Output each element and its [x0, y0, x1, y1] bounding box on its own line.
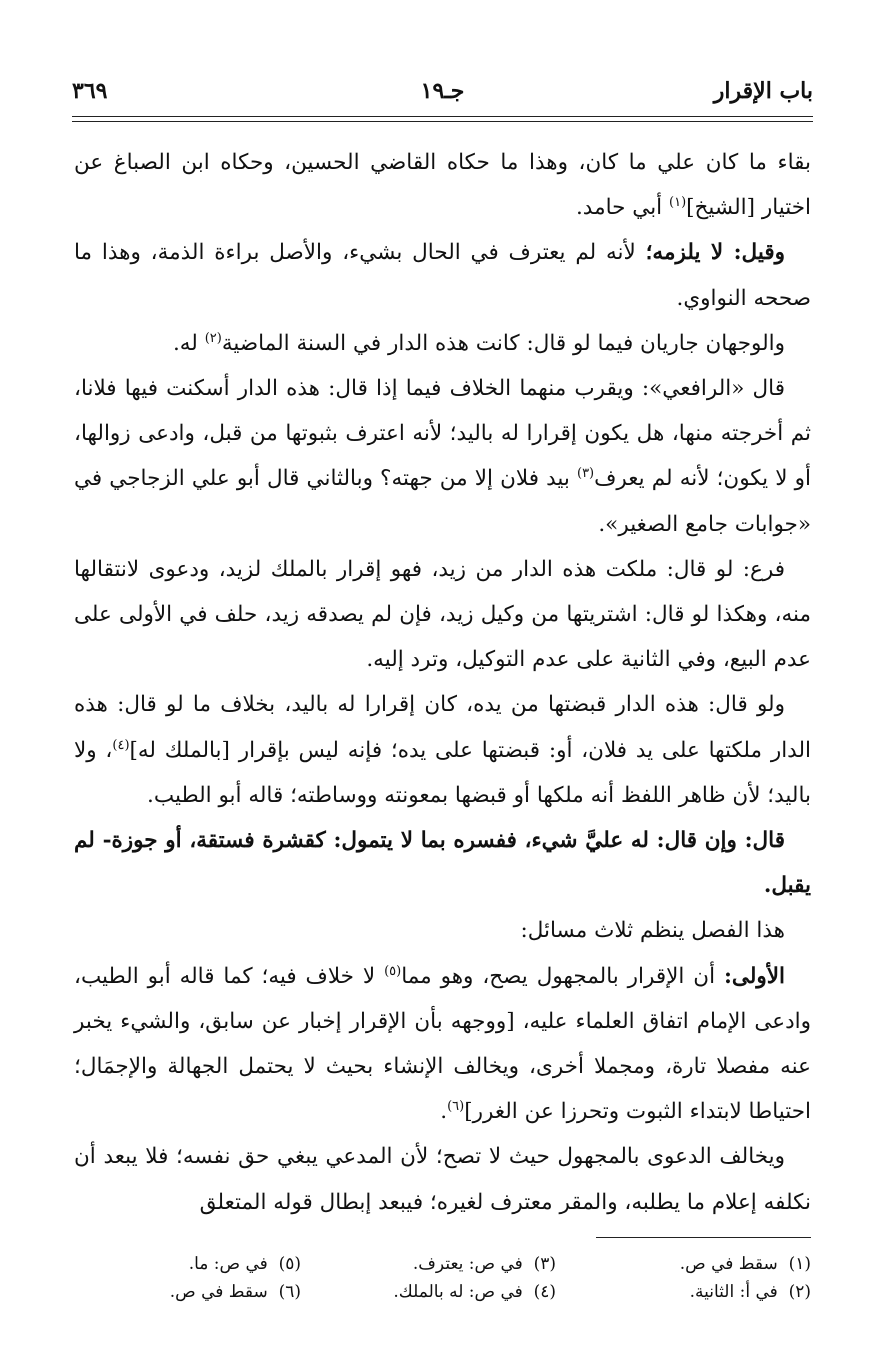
page-number: ٣٦٩	[72, 78, 108, 104]
header-rule-thin	[72, 121, 813, 122]
footnote-item: (٥) في ص: ما.	[188, 1254, 301, 1274]
paragraph-2: وقيل: لا يلزمه؛ لأنه لم يعترف في الحال بشيء، والأصل براءة الذمة، وهذا ما صححه النواوي.	[74, 240, 811, 311]
footnote-item: (٦) سقط في ص.	[169, 1282, 301, 1302]
paragraph-6: ولو قال: هذه الدار قبضتها من يده، كان إقرارا له باليد، بخلاف ما لو قال: هذه الدار ملكتها على يد فلان، أو: قبضتها على يده؛ فإنه ليس بإقرار [بالملك له]$^{(٤)}$، ولا باليد؛ لأن ظاهر اللفظ أنه ملكها أو قبضها بمعونته ووساطته؛ قاله أبو الطيب.	[74, 692, 811, 808]
footnote-item: (٣) في ص: يعترف.	[412, 1254, 556, 1274]
header-rule-thick	[72, 116, 813, 117]
paragraph-5: فرع: لو قال: ملكت هذه الدار من زيد، فهو إقرار بالملك لزيد، ودعوى لانتقالها منه، وهكذا لو قال: اشتريتها من وكيل زيد، فإن لم يصدقه زيد، حلف في الأولى على عدم البيع، وفي الثانية على عدم التوكيل، وترد إليه.	[74, 556, 811, 673]
running-header	[72, 78, 813, 118]
paragraph-9: الأولى: أن الإقرار بالمجهول يصح، وهو مما$^{(٥)}$ لا خلاف فيه؛ كما قاله أبو الطيب، وادعى الإمام اتفاق العلماء عليه، [ووجهه بأن الإقرار إخبار عن سابق، والشيء يخبر عنه مفصلا تارة، ومجملا أخرى، ويخالف الإنشاء بحيث لا يحتمل الجهالة والإجمَال؛ احتياطا لابتداء الثبوت وتحرزا عن الغرر]$^{(٦)}$.	[74, 963, 811, 1125]
footnote-ref-2[interactable]: (٢)	[204, 330, 222, 346]
footnote-ref-5[interactable]: (٥)	[384, 963, 402, 979]
footnote-column	[316, 1250, 556, 1306]
footnote-ref-6[interactable]: (٦)	[447, 1099, 465, 1115]
footnote-column	[74, 1250, 301, 1306]
paragraph-4: قال «الرافعي»: ويقرب منهما الخلاف فيما إذا قال: هذه الدار أسكنت فيها فلانا، ثم أخرجته منها، هل يكون إقرارا له باليد؛ لأنه اعترف بثبوتها من قبل، وادعى زوالها، أو لا يكون؛ لأنه لم يعرف$^{(٣)}$ بيد فلان إلا من جهته؟ وبالثاني قال أبو علي الزجاجي في «جوابات جامع الصغير».	[74, 376, 811, 537]
footnote-item: (١) سقط في ص.	[679, 1254, 811, 1274]
footnote-ref-4[interactable]: (٤)	[112, 737, 130, 753]
paragraph-7-matn: قال: وإن قال: له عليَّ شيء، ففسره بما لا يتمول: كقشرة فستقة، أو جوزة- لم يقبل.	[74, 828, 811, 899]
volume-number: جـ١٩	[420, 78, 465, 104]
footnote-item: (٢) في أ: الثانية.	[689, 1282, 811, 1302]
chapter-title: باب الإقرار	[713, 78, 813, 104]
footnote-separator	[596, 1237, 811, 1238]
paragraph-8: هذا الفصل ينظم ثلاث مسائل:	[520, 918, 785, 944]
paragraph-1: بقاء ما كان علي ما كان، وهذا ما حكاه القاضي الحسين، وحكاه ابن الصباغ عن اختيار [الشيخ]$^{(١)}$ أبي حامد.	[74, 150, 811, 221]
paragraph-10: ويخالف الدعوى بالمجهول حيث لا تصح؛ لأن المدعي يبغي حق نفسه؛ فلا يبعد أن نكلفه إعلام ما يطلبه، والمقر معترف لغيره؛ فيبعد إبطال قوله المتعلق	[74, 1144, 811, 1215]
footnote-ref-3[interactable]: (٣)	[576, 466, 595, 482]
paragraph-3: والوجهان جاريان فيما لو قال: كانت هذه الدار في السنة الماضية$^{(٢)}$ له.	[172, 330, 785, 356]
footnotes	[74, 1250, 811, 1310]
main-text	[74, 140, 811, 1225]
footnote-ref-1[interactable]: (١)	[669, 195, 687, 211]
footnote-column	[571, 1250, 811, 1306]
footnote-item: (٤) في ص: له بالملك.	[393, 1282, 556, 1302]
